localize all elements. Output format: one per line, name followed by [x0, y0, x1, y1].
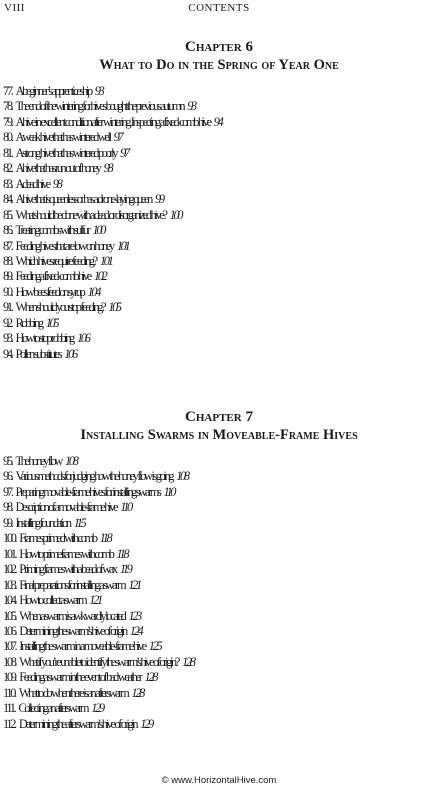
entry-title: Installing foundation — [15, 515, 70, 530]
entry-number: 109. — [3, 670, 16, 685]
toc-entry — [0, 717, 438, 732]
entry-title: Collecting an afterswarm — [18, 701, 88, 716]
entry-page-number: 97 — [120, 145, 128, 160]
entry-title: How bees feed on syrup — [15, 284, 84, 299]
entry-page-number: 94 — [213, 114, 222, 129]
entry-title: A hive in excellent condition after wintering. Inspecting a fixed-comb hive — [15, 114, 210, 129]
chapter-title: Installing Swarms in Moveable-Frame Hives — [80, 427, 358, 443]
chapter-label: Chapter 7 — [185, 409, 253, 425]
entry-number: 107. — [3, 639, 16, 654]
toc-entry — [0, 609, 438, 624]
entry-title: Feeding a fixed-comb hive — [15, 269, 90, 284]
entry-page-number: 125 — [148, 639, 161, 654]
entry-page-number: 98 — [103, 161, 112, 176]
toc-entry — [0, 531, 438, 546]
entry-title: Priming frames with a bead of wax — [19, 562, 116, 577]
entry-number: 80. — [3, 130, 12, 145]
entry-title: Determining the afterswarm’s hive of origin — [18, 716, 137, 731]
entry-page-number: 124 — [129, 623, 142, 638]
toc-entry — [0, 639, 438, 654]
entry-title: Final preparations for installing a swarm — [19, 577, 125, 592]
entry-number: 100. — [3, 531, 16, 546]
entry-title: A strong hive that has wintered poorly — [15, 145, 117, 160]
entry-number: 83. — [3, 176, 12, 191]
entry-title: Various methods for judging how the honey flow is going — [15, 469, 173, 484]
toc-entry — [0, 624, 438, 639]
entry-number: 104. — [3, 593, 16, 608]
toc-entry — [0, 192, 438, 207]
entry-number: 77. — [3, 84, 12, 98]
entry-title: When a swarm is awkwardly located — [19, 608, 125, 623]
entry-page-number: 128 — [131, 685, 143, 700]
toc-entry — [0, 670, 438, 685]
entry-number: 94. — [3, 346, 12, 361]
toc-entry — [0, 177, 438, 192]
entry-number: 93. — [3, 331, 12, 346]
entry-page-number: 93 — [94, 84, 103, 98]
entry-title: How to collect a swarm — [19, 593, 86, 608]
entry-title: A hive that is queenless or has a drone-laying queen — [15, 192, 151, 207]
entry-number: 78. — [3, 99, 12, 114]
entry-title: Treating combs with sulfur — [15, 223, 89, 238]
entry-title: The end of the wintering for hives bought the previous autumn — [15, 99, 184, 114]
entry-title: A beginner’s apprenticeship — [15, 84, 91, 98]
entry-number: 110. — [3, 685, 15, 700]
toc-entry — [0, 686, 438, 701]
entry-title: Feeding a swarm in the event of bad weather — [19, 670, 141, 685]
entry-page-number: 118 — [116, 546, 128, 561]
running-head — [4, 2, 434, 16]
entry-page-number: 121 — [89, 593, 101, 608]
entry-page-number: 93 — [187, 99, 195, 114]
entry-number: 103. — [3, 577, 16, 592]
entry-page-number: 118 — [99, 531, 111, 546]
chapter-6-section — [0, 38, 438, 362]
toc-entry — [0, 331, 438, 346]
entry-title: Pollen substitutes — [15, 346, 61, 361]
entry-number: 102. — [3, 562, 16, 577]
entry-number: 92. — [3, 315, 12, 330]
entry-number: 90. — [3, 284, 12, 299]
toc-entry — [0, 239, 438, 254]
entry-number: 108. — [3, 654, 16, 669]
entry-number: 112. — [3, 716, 15, 731]
toc-entry — [0, 285, 438, 300]
entry-page-number: 129 — [140, 716, 152, 731]
entry-page-number: 106 — [77, 331, 89, 346]
entry-number: 89. — [3, 269, 12, 284]
entry-page-number: 106 — [64, 346, 76, 361]
chapter-label: Chapter 6 — [185, 39, 253, 55]
entry-page-number: 105 — [45, 315, 58, 330]
entry-page-number: 128 — [144, 670, 157, 685]
entry-number: 98. — [3, 500, 12, 515]
entry-title: Determining the swarm’s hive of origin — [19, 623, 126, 638]
entry-title: What to do when there is an afterswarm — [18, 685, 128, 700]
entry-page-number: 97 — [113, 130, 122, 145]
entry-title: A dead hive — [15, 176, 49, 191]
entry-title: Which hives require feeding? — [15, 253, 96, 268]
entry-page-number: 100 — [92, 223, 105, 238]
entry-number: 91. — [3, 300, 12, 315]
entry-number: 79. — [3, 114, 12, 129]
entry-number: 111. — [3, 701, 15, 716]
entry-number: 105. — [3, 608, 16, 623]
toc-entry — [0, 454, 438, 469]
toc-entry — [0, 547, 438, 562]
entry-title: Feeding hives that are low on honey — [15, 238, 113, 253]
entry-page-number: 123 — [128, 608, 140, 623]
toc-entry — [0, 223, 438, 238]
toc-entry — [0, 562, 438, 577]
entry-number: 88. — [3, 253, 12, 268]
entry-page-number: 102 — [93, 269, 106, 284]
entry-page-number: 129 — [91, 701, 103, 716]
entry-page-number: 110 — [120, 500, 131, 515]
toc-list — [0, 84, 438, 362]
entry-page-number: 128 — [182, 654, 194, 669]
entry-title: How to prime frames with comb — [19, 546, 113, 561]
entry-title: Installing the swarm in a moveable-frame hive — [19, 639, 145, 654]
toc-entry — [0, 208, 438, 223]
entry-number: 106. — [3, 623, 16, 638]
entry-title: How to stop robbing — [15, 331, 74, 346]
toc-entry — [0, 578, 438, 593]
toc-entry — [0, 130, 438, 145]
entry-page-number: 119 — [119, 562, 131, 577]
chapter-7-section — [0, 408, 438, 732]
chapter-title: What to Do in the Spring of Year One — [99, 57, 339, 73]
toc-entry — [0, 347, 438, 362]
entry-number: 82. — [3, 161, 12, 176]
toc-entry — [0, 254, 438, 269]
entry-number: 81. — [3, 145, 12, 160]
toc-entry — [0, 516, 438, 531]
entry-title: Description of a movable-frame hive — [15, 500, 117, 515]
entry-title: What if you’re unable to identify the swarm’s hive of origin? — [19, 654, 179, 669]
entry-number: 101. — [3, 546, 16, 561]
entry-number: 97. — [3, 484, 12, 499]
toc-entry — [0, 99, 438, 114]
entry-title: Frames primed with comb — [19, 531, 96, 546]
entry-page-number: 110 — [163, 484, 175, 499]
entry-number: 84. — [3, 192, 12, 207]
page-number: VIII — [4, 2, 25, 14]
entry-page-number: 100 — [169, 207, 182, 222]
toc-entry — [0, 115, 438, 130]
entry-number: 87. — [3, 238, 12, 253]
toc-entry — [0, 84, 438, 99]
entry-page-number: 108 — [176, 469, 188, 484]
entry-title: The honey flow — [15, 454, 62, 468]
toc-entry — [0, 316, 438, 331]
entry-page-number: 104 — [87, 284, 100, 299]
toc-list — [0, 454, 438, 732]
entry-number: 85. — [3, 207, 12, 222]
entry-page-number: 115 — [73, 515, 85, 530]
entry-page-number: 98 — [52, 176, 61, 191]
entry-title: A hive that has run out of honey — [15, 161, 100, 176]
toc-entry — [0, 161, 438, 176]
entry-number: 86. — [3, 223, 12, 238]
entry-title: A weak hive that has wintered well — [15, 130, 110, 145]
entry-page-number: 101 — [116, 238, 129, 253]
entry-page-number: 108 — [65, 454, 77, 468]
entry-title: Preparing movable-frame hives for installing swarms — [15, 484, 160, 499]
entry-number: 99. — [3, 515, 12, 530]
toc-entry — [0, 300, 438, 315]
toc-entry — [0, 500, 438, 515]
toc-entry — [0, 593, 438, 608]
entry-title: What should be done with a dead or disorganized hive? — [15, 207, 166, 222]
entry-title: When should you stop feeding? — [15, 300, 105, 315]
toc-entry — [0, 469, 438, 484]
toc-entry — [0, 146, 438, 161]
entry-page-number: 105 — [108, 300, 120, 315]
entry-number: 95. — [3, 454, 12, 468]
entry-number: 96. — [3, 469, 12, 484]
toc-entry — [0, 269, 438, 284]
entry-page-number: 99 — [154, 192, 163, 207]
running-title: CONTENTS — [188, 2, 250, 14]
entry-page-number: 121 — [128, 577, 140, 592]
toc-entry — [0, 701, 438, 716]
toc-entry — [0, 485, 438, 500]
copyright-footer: © www.HorizontalHive.com — [161, 775, 277, 786]
entry-page-number: 101 — [99, 253, 112, 268]
entry-title: Robbing — [15, 315, 42, 330]
toc-entry — [0, 655, 438, 670]
